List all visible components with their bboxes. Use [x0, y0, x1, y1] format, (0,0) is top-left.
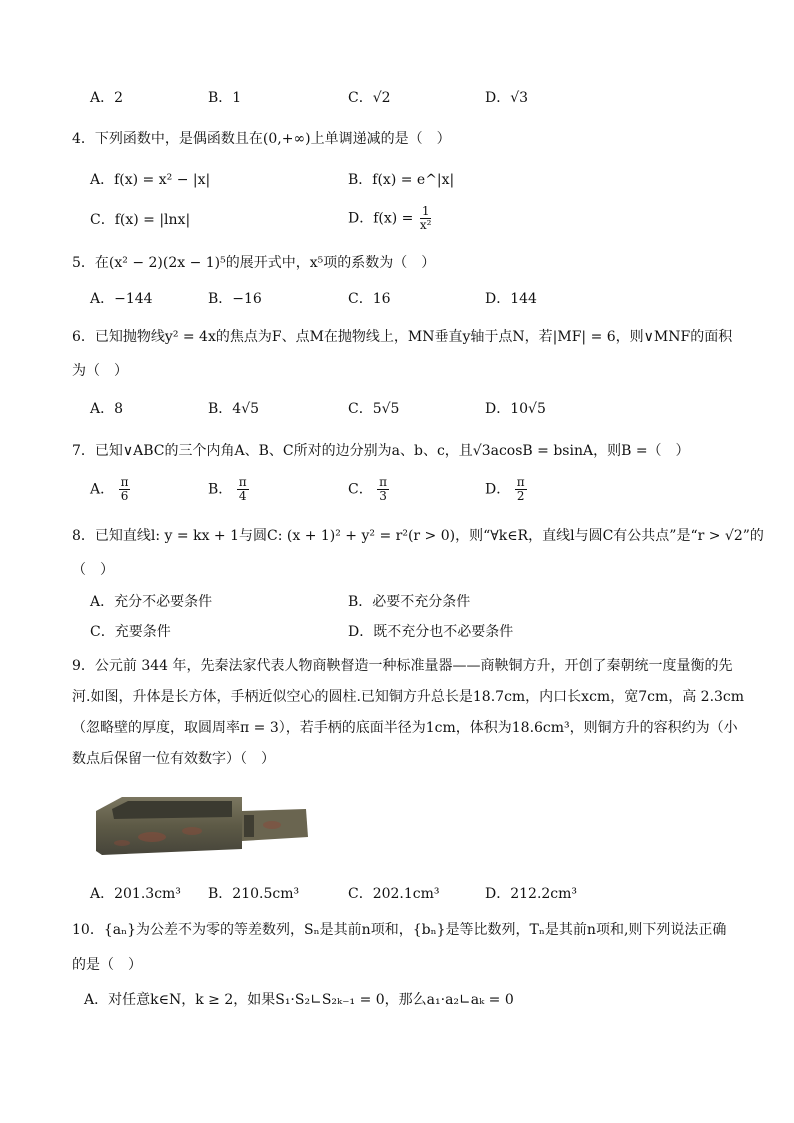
q6-option-c: C．5√5 [348, 401, 400, 417]
q7-option-a-label: A． [90, 481, 115, 498]
q8-option-a: A．充分不必要条件 [90, 594, 213, 610]
q7-option-d-numerator: π [516, 475, 525, 489]
q6-option-b: B．4√5 [208, 401, 260, 417]
q4-option-d-denominator: x² [419, 218, 432, 232]
q7-option-a [90, 476, 130, 503]
q5-stem: 5．在(x² − 2)(2x − 1)⁵的展开式中，x⁵项的系数为（ ） [72, 255, 436, 271]
q7-option-c-numerator: π [379, 475, 388, 489]
q4-option-d-numerator: 1 [421, 204, 430, 218]
q9-stem-line2: 河.如图，升体是长方体，手柄近似空心的圆柱.已知铜方升总长是18.7cm，内口长xcm，宽7cm，高 2.3cm [72, 689, 745, 705]
q8-option-b: B．必要不充分条件 [348, 594, 471, 610]
q7-stem: 7．已知∨ABC的三个内角A、B、C所对的边分别为a、b、c，且√3acosB = bsinA，则B =（ ） [72, 443, 690, 459]
q8-stem-line1: 8．已知直线l: y = kx + 1与圆C: (x + 1)² + y² = r²(r > 0)，则“∀k∈R，直线l与圆C有公共点”是“r > √2”的 [72, 528, 764, 544]
rust-patch-1 [138, 832, 166, 842]
q4-option-b: B．f(x) = e^|x| [348, 172, 455, 188]
q8-option-c: C．充要条件 [90, 624, 171, 640]
q6-option-d: D．10√5 [485, 401, 546, 417]
q9-option-b: B．210.5cm³ [208, 886, 300, 902]
q7-option-b [208, 476, 249, 503]
q8-option-d: D．既不充分也不必要条件 [348, 624, 514, 640]
measure-handle-opening-shape [244, 815, 254, 837]
q7-option-d-denominator: 2 [516, 489, 525, 503]
q5-option-a: A．−144 [90, 291, 153, 307]
q7-option-c-fraction [377, 476, 389, 503]
q10-stem-line2: 的是（ ） [72, 957, 142, 973]
q7-option-a-numerator: π [120, 475, 129, 489]
q7-option-b-fraction [237, 476, 249, 503]
q7-option-c-denominator: 3 [379, 489, 387, 503]
q9-stem-line1: 9．公元前 344 年，先秦法家代表人物商鞅督造一种标准量器——商鞅铜方升，开创了秦朝统一度量衡的先 [72, 658, 733, 674]
q7-option-d [485, 476, 527, 503]
q4-option-d-fraction [418, 205, 434, 232]
q4-option-d-prefix: D．f(x) = [348, 210, 414, 227]
q6-option-a: A．8 [90, 401, 124, 417]
rust-patch-3 [263, 821, 281, 829]
q7-option-d-fraction [515, 476, 527, 503]
q9-stem-line4: 数点后保留一位有效数字）（ ） [72, 751, 275, 767]
bronze-measure-image [92, 793, 310, 859]
q7-option-d-label: D． [485, 481, 511, 498]
q4-option-a: A．f(x) = x² − |x| [90, 172, 211, 188]
q3-option-d: D．√3 [485, 90, 529, 106]
q10-option-a: A．对任意k∈N，k ≥ 2，如果S₁·S₂∟S₂ₖ₋₁ = 0，那么a₁·a₂∟aₖ = 0 [84, 992, 514, 1008]
rust-patch-4 [114, 840, 130, 846]
q9-option-a: A．201.3cm³ [90, 886, 181, 902]
q10-stem-line1: 10．{aₙ}为公差不为零的等差数列，Sₙ是其前n项和，{bₙ}是等比数列，Tₙ是其前n项和,则下列说法正确 [72, 922, 727, 938]
q7-option-c [348, 476, 389, 503]
q3-option-a: A．2 [90, 90, 124, 106]
q5-option-d: D．144 [485, 291, 537, 307]
q8-stem-line2: （ ） [72, 562, 114, 578]
q9-stem-line3: （忽略壁的厚度，取圆周率π = 3），若手柄的底面半径为1cm，体积为18.6cm³，则铜方升的容积约为（小 [72, 720, 738, 736]
q3-option-b: B．1 [208, 90, 242, 106]
measure-cavity-shape [112, 801, 232, 819]
q5-option-c: C．16 [348, 291, 391, 307]
q7-option-b-denominator: 4 [238, 489, 247, 503]
q5-option-b: B．−16 [208, 291, 262, 307]
q6-stem-line2: 为（ ） [72, 363, 128, 379]
rust-patch-2 [182, 827, 202, 835]
q4-option-c: C．f(x) = |lnx| [90, 212, 191, 228]
q7-option-b-label: B． [208, 481, 233, 498]
q7-option-c-label: C． [348, 481, 373, 498]
q3-option-c: C．√2 [348, 90, 391, 106]
q9-option-d: D．212.2cm³ [485, 886, 578, 902]
q7-option-a-denominator: 6 [120, 489, 129, 503]
q6-stem-line1: 6．已知抛物线y² = 4x的焦点为F、点M在抛物线上，MN垂直y轴于点N，若|MF| = 6，则∨MNF的面积 [72, 329, 733, 345]
q4-stem: 4．下列函数中，是偶函数且在(0,+∞)上单调递减的是（ ） [72, 131, 451, 147]
q4-option-d [348, 205, 433, 232]
q7-option-a-fraction [119, 476, 131, 503]
q9-option-c: C．202.1cm³ [348, 886, 440, 902]
q7-option-b-numerator: π [238, 475, 247, 489]
